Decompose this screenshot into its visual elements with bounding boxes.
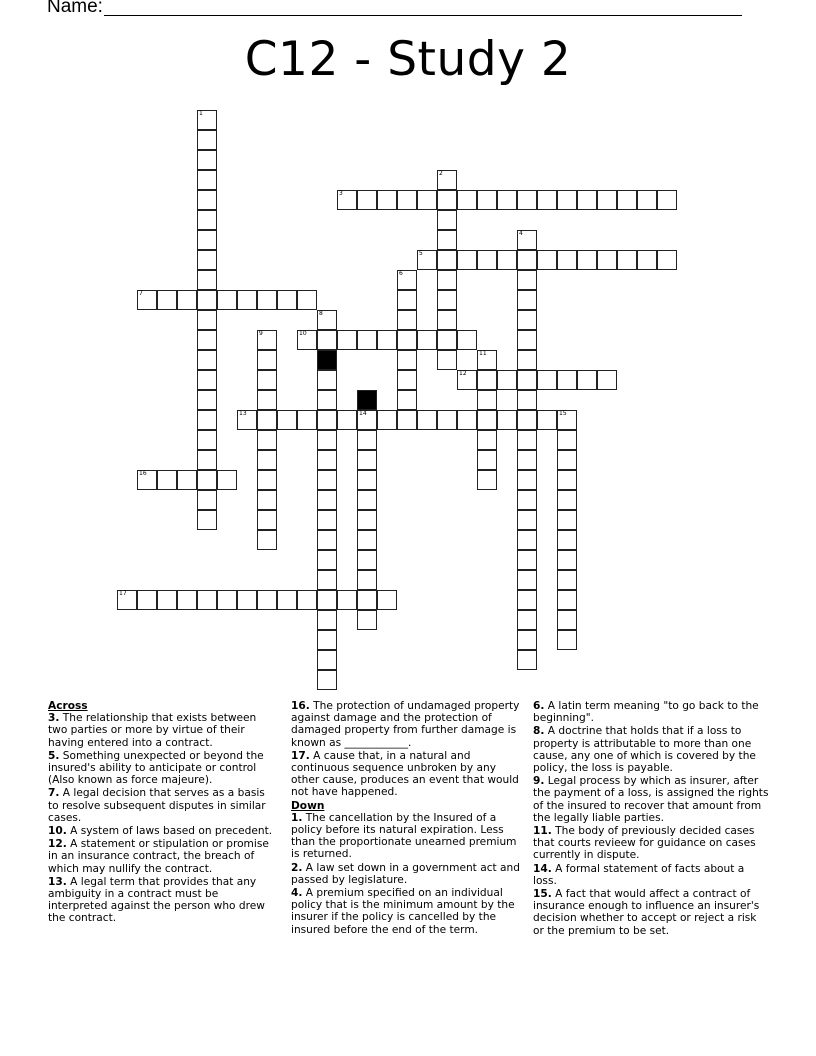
grid-cell[interactable]	[317, 610, 337, 630]
grid-cell[interactable]	[197, 470, 217, 490]
grid-cell[interactable]	[417, 250, 437, 270]
grid-cell[interactable]	[197, 270, 217, 290]
grid-cell[interactable]	[537, 250, 557, 270]
grid-cell[interactable]	[357, 490, 377, 510]
down-clue	[533, 700, 769, 724]
clue-text: The protection of undamaged property against damage and the protection of damaged property from further damage is known as ____________.	[291, 700, 520, 749]
grid-cell[interactable]	[517, 450, 537, 470]
grid-cell[interactable]	[637, 250, 657, 270]
grid-cell[interactable]	[317, 670, 337, 690]
grid-cell[interactable]	[477, 390, 497, 410]
clue-number-label: 2.	[291, 861, 303, 874]
grid-cell[interactable]	[317, 430, 337, 450]
grid-cell[interactable]	[197, 450, 217, 470]
down-clue	[533, 888, 769, 937]
grid-cell[interactable]	[477, 430, 497, 450]
grid-cell[interactable]	[297, 290, 317, 310]
grid-cell[interactable]	[597, 250, 617, 270]
grid-cell[interactable]	[517, 330, 537, 350]
grid-cell[interactable]	[117, 590, 137, 610]
grid-cell[interactable]	[417, 330, 437, 350]
clue-column-1	[48, 700, 278, 926]
grid-cell[interactable]	[377, 190, 397, 210]
clue-number-label: 10.	[48, 825, 67, 838]
black-cell	[357, 390, 377, 410]
grid-cell[interactable]	[397, 370, 417, 390]
grid-cell[interactable]	[617, 250, 637, 270]
clue-number-label: 5.	[48, 749, 60, 762]
grid-cell[interactable]	[477, 250, 497, 270]
clue-number: 12	[459, 370, 467, 377]
grid-cell[interactable]	[237, 410, 257, 430]
grid-cell[interactable]	[357, 450, 377, 470]
grid-cell[interactable]	[437, 290, 457, 310]
grid-cell[interactable]	[357, 470, 377, 490]
clue-number: 11	[479, 350, 487, 357]
grid-cell[interactable]	[197, 310, 217, 330]
grid-cell[interactable]	[557, 190, 577, 210]
clue-number: 14	[359, 410, 367, 417]
grid-cell[interactable]	[517, 190, 537, 210]
across-clue	[48, 825, 278, 837]
clue-text: A formal statement of facts about a loss.	[533, 862, 745, 887]
grid-cell[interactable]	[577, 370, 597, 390]
name-label: Name:	[47, 0, 103, 17]
grid-cell[interactable]	[377, 330, 397, 350]
grid-cell[interactable]	[337, 410, 357, 430]
down-clue	[533, 775, 769, 824]
grid-cell[interactable]	[357, 570, 377, 590]
grid-cell[interactable]	[497, 410, 517, 430]
grid-cell[interactable]	[357, 190, 377, 210]
across-clue	[48, 876, 278, 925]
grid-cell[interactable]	[457, 330, 477, 350]
grid-cell[interactable]	[517, 370, 537, 390]
grid-cell[interactable]	[317, 650, 337, 670]
grid-cell[interactable]	[477, 470, 497, 490]
grid-cell[interactable]	[317, 410, 337, 430]
grid-cell[interactable]	[197, 590, 217, 610]
grid-cell[interactable]	[557, 470, 577, 490]
grid-cell[interactable]	[517, 270, 537, 290]
grid-cell[interactable]	[177, 470, 197, 490]
down-clue-list-continued	[533, 700, 769, 937]
grid-cell[interactable]	[517, 630, 537, 650]
across-clue	[291, 750, 527, 799]
grid-cell[interactable]	[517, 250, 537, 270]
clue-number-label: 14.	[533, 862, 552, 875]
clue-number: 2	[439, 170, 443, 177]
grid-cell[interactable]	[197, 170, 217, 190]
grid-cell[interactable]	[457, 370, 477, 390]
clue-number: 6	[399, 270, 403, 277]
grid-cell[interactable]	[577, 250, 597, 270]
grid-cell[interactable]	[157, 290, 177, 310]
across-clue-list	[48, 712, 278, 924]
grid-cell[interactable]	[557, 410, 577, 430]
grid-cell[interactable]	[197, 130, 217, 150]
clue-text: A statement or stipulation or promise in an insurance contract, the breach of which may nullify the contract.	[48, 838, 269, 875]
grid-cell[interactable]	[437, 310, 457, 330]
across-clue	[48, 838, 278, 875]
grid-cell[interactable]	[437, 230, 457, 250]
grid-cell[interactable]	[277, 290, 297, 310]
grid-cell[interactable]	[317, 510, 337, 530]
grid-cell[interactable]	[397, 390, 417, 410]
grid-cell[interactable]	[397, 310, 417, 330]
grid-cell[interactable]	[457, 190, 477, 210]
clue-number: 1	[199, 110, 203, 117]
across-clue	[48, 712, 278, 749]
clue-number: 3	[339, 190, 343, 197]
grid-cell[interactable]	[257, 330, 277, 350]
grid-cell[interactable]	[277, 410, 297, 430]
grid-cell[interactable]	[437, 270, 457, 290]
clue-text: A doctrine that holds that if a loss to property is attributable to more than one cause, any one of which is covered by the policy, the loss is payable.	[533, 725, 756, 775]
grid-cell[interactable]	[517, 290, 537, 310]
clue-number: 10	[299, 330, 307, 337]
grid-cell[interactable]	[517, 570, 537, 590]
grid-cell[interactable]	[137, 590, 157, 610]
grid-cell[interactable]	[657, 250, 677, 270]
grid-cell[interactable]	[317, 530, 337, 550]
clue-text: A premium specified on an individual policy that is the minimum amount by the insurer if the policy is cancelled by the insured before the end of the term.	[291, 887, 515, 936]
grid-cell[interactable]	[517, 490, 537, 510]
grid-cell[interactable]	[597, 190, 617, 210]
clue-number-label: 8.	[533, 725, 545, 738]
grid-cell[interactable]	[317, 550, 337, 570]
grid-cell[interactable]	[257, 430, 277, 450]
grid-cell[interactable]	[557, 530, 577, 550]
grid-cell[interactable]	[517, 650, 537, 670]
grid-cell[interactable]	[557, 550, 577, 570]
grid-cell[interactable]	[557, 250, 577, 270]
down-clue	[291, 862, 527, 886]
grid-cell[interactable]	[257, 350, 277, 370]
grid-cell[interactable]	[197, 390, 217, 410]
grid-cell[interactable]	[177, 590, 197, 610]
grid-cell[interactable]	[397, 410, 417, 430]
grid-cell[interactable]	[397, 330, 417, 350]
grid-cell[interactable]	[197, 190, 217, 210]
grid-cell[interactable]	[357, 410, 377, 430]
grid-cell[interactable]	[137, 290, 157, 310]
down-heading: Down	[291, 799, 325, 812]
grid-cell[interactable]	[297, 410, 317, 430]
grid-cell[interactable]	[557, 450, 577, 470]
clue-text: A system of laws based on precedent.	[66, 825, 273, 838]
grid-cell[interactable]	[557, 490, 577, 510]
clue-column-2	[291, 700, 527, 937]
across-clue	[291, 700, 527, 749]
grid-cell[interactable]	[257, 290, 277, 310]
grid-cell[interactable]	[597, 370, 617, 390]
grid-cell[interactable]	[497, 370, 517, 390]
grid-cell[interactable]	[537, 190, 557, 210]
clue-text: A law set down in a government act and passed by legislature.	[291, 861, 520, 886]
grid-cell[interactable]	[577, 190, 597, 210]
grid-cell[interactable]	[237, 290, 257, 310]
grid-cell[interactable]	[337, 330, 357, 350]
grid-cell[interactable]	[477, 350, 497, 370]
clue-number-label: 3.	[48, 712, 60, 725]
grid-cell[interactable]	[257, 370, 277, 390]
grid-cell[interactable]	[497, 190, 517, 210]
clue-number-label: 4.	[291, 887, 303, 900]
clue-number: 5	[419, 250, 423, 257]
across-clue	[48, 750, 278, 787]
grid-cell[interactable]	[357, 510, 377, 530]
grid-cell[interactable]	[517, 530, 537, 550]
clue-number-label: 12.	[48, 838, 67, 851]
grid-cell[interactable]	[197, 510, 217, 530]
grid-cell[interactable]	[157, 590, 177, 610]
grid-cell[interactable]	[257, 510, 277, 530]
grid-cell[interactable]	[537, 370, 557, 390]
clue-text: The cancellation by the Insured of a policy before its natural expiration. Less than the proportionate unearned premium is returned.	[291, 811, 517, 861]
grid-cell[interactable]	[397, 350, 417, 370]
clue-number-label: 16.	[291, 700, 310, 712]
grid-cell[interactable]	[437, 350, 457, 370]
grid-cell[interactable]	[357, 590, 377, 610]
clue-text: A cause that, in a natural and continuous sequence unbroken by any other cause, produces an event that would not have happened.	[291, 749, 519, 799]
grid-cell[interactable]	[517, 550, 537, 570]
grid-cell[interactable]	[257, 410, 277, 430]
grid-cell[interactable]	[517, 510, 537, 530]
grid-cell[interactable]	[517, 430, 537, 450]
down-clue	[533, 825, 769, 862]
clue-text: A latin term meaning "to go back to the beginning".	[533, 700, 759, 725]
grid-cell[interactable]	[617, 190, 637, 210]
grid-cell[interactable]	[357, 530, 377, 550]
grid-cell[interactable]	[317, 590, 337, 610]
across-clue	[48, 787, 278, 824]
grid-cell[interactable]	[137, 470, 157, 490]
grid-cell[interactable]	[437, 250, 457, 270]
across-heading: Across	[48, 700, 88, 712]
grid-cell[interactable]	[317, 310, 337, 330]
grid-cell[interactable]	[337, 590, 357, 610]
clue-number: 7	[139, 290, 143, 297]
clue-number-label: 17.	[291, 749, 310, 762]
grid-cell[interactable]	[517, 610, 537, 630]
down-clue	[533, 863, 769, 887]
grid-cell[interactable]	[417, 190, 437, 210]
grid-cell[interactable]	[257, 390, 277, 410]
clue-number: 17	[119, 590, 127, 597]
grid-cell[interactable]	[657, 190, 677, 210]
grid-cell[interactable]	[317, 570, 337, 590]
grid-cell[interactable]	[397, 190, 417, 210]
grid-cell[interactable]	[197, 150, 217, 170]
grid-cell[interactable]	[517, 410, 537, 430]
grid-cell[interactable]	[197, 330, 217, 350]
grid-cell[interactable]	[217, 590, 237, 610]
clue-number-label: 13.	[48, 875, 67, 888]
grid-cell[interactable]	[197, 350, 217, 370]
grid-cell[interactable]	[197, 230, 217, 250]
clue-number-label: 15.	[533, 888, 552, 901]
grid-cell[interactable]	[517, 350, 537, 370]
grid-cell[interactable]	[397, 270, 417, 290]
grid-cell[interactable]	[417, 410, 437, 430]
grid-cell[interactable]	[637, 190, 657, 210]
clue-text: Something unexpected or beyond the insured's ability to anticipate or control (Also known as force majeure).	[48, 749, 264, 787]
grid-cell[interactable]	[497, 250, 517, 270]
grid-cell[interactable]	[477, 190, 497, 210]
down-clue	[291, 812, 527, 861]
grid-cell[interactable]	[357, 430, 377, 450]
grid-cell[interactable]	[557, 370, 577, 390]
grid-cell[interactable]	[257, 490, 277, 510]
grid-cell[interactable]	[537, 410, 557, 430]
clue-number: 4	[519, 230, 523, 237]
grid-cell[interactable]	[357, 610, 377, 630]
grid-cell[interactable]	[557, 610, 577, 630]
grid-cell[interactable]	[437, 330, 457, 350]
grid-cell[interactable]	[517, 310, 537, 330]
clue-number: 16	[139, 470, 147, 477]
clue-text: The relationship that exists between two parties or more by virtue of their having entered into a contract.	[48, 712, 257, 749]
grid-cell[interactable]	[317, 390, 337, 410]
grid-cell[interactable]	[437, 410, 457, 430]
page-title: C12 - Study 2	[244, 32, 572, 87]
grid-cell[interactable]	[557, 510, 577, 530]
grid-cell[interactable]	[377, 410, 397, 430]
clue-text: A fact that would affect a contract of insurance enough to influence an insurer's decision whether to accept or reject a risk or the premium to be set.	[533, 888, 760, 937]
clue-text: A legal decision that serves as a basis to resolve subsequent disputes in similar cases.	[48, 787, 266, 824]
black-cell	[317, 350, 337, 370]
grid-cell[interactable]	[297, 330, 317, 350]
grid-cell[interactable]	[437, 190, 457, 210]
grid-cell[interactable]	[557, 630, 577, 650]
down-clue	[533, 725, 769, 774]
clue-number-label: 1.	[291, 811, 303, 824]
grid-cell[interactable]	[477, 410, 497, 430]
clue-number: 9	[259, 330, 263, 337]
grid-cell[interactable]	[197, 210, 217, 230]
grid-cell[interactable]	[317, 450, 337, 470]
clue-column-3	[533, 700, 769, 938]
grid-cell[interactable]	[317, 370, 337, 390]
grid-cell[interactable]	[317, 630, 337, 650]
grid-cell[interactable]	[197, 490, 217, 510]
grid-cell[interactable]	[517, 390, 537, 410]
grid-cell[interactable]	[257, 470, 277, 490]
grid-cell[interactable]	[257, 590, 277, 610]
grid-cell[interactable]	[517, 590, 537, 610]
grid-cell[interactable]	[197, 250, 217, 270]
clue-number-label: 9.	[533, 775, 545, 788]
grid-cell[interactable]	[277, 590, 297, 610]
down-clue-list	[291, 812, 527, 936]
grid-cell[interactable]	[197, 370, 217, 390]
grid-cell[interactable]	[477, 450, 497, 470]
grid-cell[interactable]	[197, 110, 217, 130]
clue-number: 13	[239, 410, 247, 417]
down-clue	[291, 887, 527, 936]
clue-text: A legal term that provides that any ambiguity in a contract must be interpreted against the person who drew the contract.	[48, 875, 265, 925]
grid-cell[interactable]	[517, 230, 537, 250]
across-clue-list-continued	[291, 700, 527, 799]
grid-cell[interactable]	[197, 290, 217, 310]
grid-cell[interactable]	[437, 210, 457, 230]
grid-cell[interactable]	[297, 590, 317, 610]
grid-cell[interactable]	[557, 590, 577, 610]
grid-cell[interactable]	[477, 370, 497, 390]
grid-cell[interactable]	[197, 430, 217, 450]
grid-cell[interactable]	[517, 470, 537, 490]
grid-cell[interactable]	[177, 290, 197, 310]
grid-cell[interactable]	[557, 430, 577, 450]
grid-cell[interactable]	[357, 550, 377, 570]
grid-cell[interactable]	[157, 470, 177, 490]
grid-cell[interactable]	[437, 170, 457, 190]
grid-cell[interactable]	[257, 530, 277, 550]
grid-cell[interactable]	[257, 450, 277, 470]
grid-cell[interactable]	[397, 290, 417, 310]
grid-cell[interactable]	[217, 290, 237, 310]
grid-cell[interactable]	[317, 330, 337, 350]
grid-cell[interactable]	[557, 570, 577, 590]
clue-number: 15	[559, 410, 567, 417]
clue-number-label: 11.	[533, 825, 552, 838]
grid-cell[interactable]	[197, 410, 217, 430]
clue-number: 8	[319, 310, 323, 317]
grid-cell[interactable]	[317, 470, 337, 490]
clue-number-label: 7.	[48, 787, 60, 800]
grid-cell[interactable]	[317, 490, 337, 510]
clue-text: The body of previously decided cases that courts revieew for guidance on cases currently in dispute.	[533, 825, 756, 862]
clue-number-label: 6.	[533, 700, 545, 712]
grid-cell[interactable]	[357, 330, 377, 350]
clue-text: Legal process by which as insurer, after the payment of a loss, is assigned the rights of the insured to recover that amount from the legally liable parties.	[533, 775, 769, 824]
grid-cell[interactable]	[217, 470, 237, 490]
grid-cell[interactable]	[457, 410, 477, 430]
grid-cell[interactable]	[377, 590, 397, 610]
grid-cell[interactable]	[337, 190, 357, 210]
grid-cell[interactable]	[237, 590, 257, 610]
grid-cell[interactable]	[457, 250, 477, 270]
